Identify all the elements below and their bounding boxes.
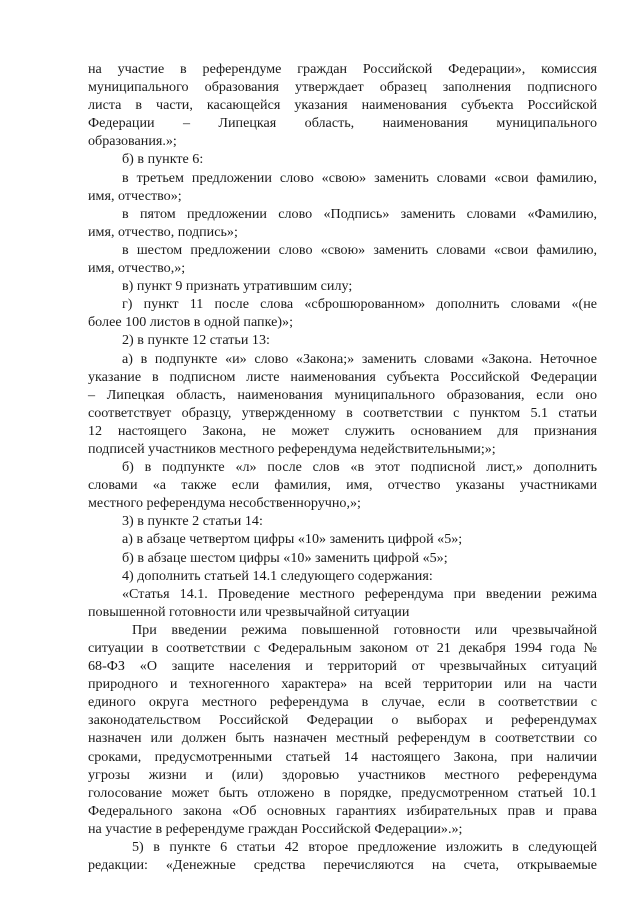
article-heading: повышенной готовности или чрезвычайной ситуации [88, 603, 410, 620]
text-line: а) в абзаце четвертом цифры «10» заменить цифрой «5»; [122, 531, 463, 548]
text-line: – Липецкая область, наименования муниципального образования, если оно [88, 386, 597, 403]
text-line: природного и техногенного характера» на всей территории или на части [88, 676, 597, 693]
text-line: листа в части, касающейся указания наименования субъекта Российской [88, 97, 597, 114]
text-line: а) в подпункте «и» слово «Закона;» заменить словами «Закона. Неточное [122, 350, 597, 367]
text-line: подписей участников местного референдума недействительными;»; [88, 440, 496, 457]
text-line: местного референдума несобственноручно,»; [88, 495, 361, 512]
text-line: угрозы жизни и (или) здоровью участников местного референдума [88, 766, 597, 783]
text-line: словами «а также если фамилия, имя, отчество указаны участниками [88, 477, 597, 494]
text-line: 4) дополнить статьей 14.1 следующего содержания: [122, 567, 433, 584]
text-line: г) пункт 11 после слова «сброшюрованном» дополнить словами «(не [122, 296, 597, 313]
text-line: При введении режима повышенной готовности или чрезвычайной [132, 621, 597, 638]
text-line: соответствует образцу, утвержденному в соответствии с пунктом 5.1 статьи [88, 404, 597, 421]
text-line: ситуации в соответствии с Федеральным законом от 21 декабря 1994 года № [88, 640, 597, 656]
text-line: в третьем предложении слово «свою» заменить словами «свои фамилию, [122, 169, 597, 186]
text-line: сроками, предусмотренными статьей 14 настоящего Закона, при наличии [88, 748, 597, 765]
text-line: б) в абзаце шестом цифры «10» заменить цифрой «5»; [122, 549, 448, 566]
text-line: имя, отчество»; [88, 187, 182, 204]
text-line: 12 настоящего Закона, не может служить основанием для признания [88, 422, 597, 439]
text-line: назначен или должен быть назначен местный референдум в соответствии со [88, 730, 597, 747]
text-line: Федерации – Липецкая область, наименования муниципального [88, 115, 597, 132]
text-line: на участие в референдуме граждан Российской Федерации», комиссия [88, 61, 597, 77]
text-line: муниципального образования утверждает образец заполнения подписного [88, 79, 597, 96]
text-line: единого округа местного референдума в случае, если в соответствии с [88, 694, 597, 711]
text-line: 3) в пункте 2 статьи 14: [122, 513, 263, 530]
text-line: редакции: «Денежные средства перечисляются на счета, открываемые [88, 857, 597, 874]
text-line: в) пункт 9 признать утратившим силу; [122, 278, 353, 295]
text-line: 2) в пункте 12 статьи 13: [122, 332, 270, 349]
document-body [88, 60, 597, 874]
text-line: более 100 листов в одной папке)»; [88, 314, 293, 331]
text-line: в шестом предложении слово «свою» заменить словами «свои фамилию, [122, 241, 597, 258]
text-line: законодательством Российской Федерации о выборах и референдумах [88, 712, 597, 729]
text-line: образования.»; [88, 133, 177, 150]
text-line: указание в подписном листе наименования субъекта Российской Федерации [88, 368, 597, 385]
text-line: имя, отчество, подпись»; [88, 223, 238, 240]
text-line: 68-ФЗ «О защите населения и территорий от чрезвычайных ситуаций [88, 658, 597, 675]
article-heading: «Статья 14.1. Проведение местного референдума при введении режима [122, 585, 597, 602]
text-line: 5) в пункте 6 статьи 42 второе предложение изложить в следующей [132, 839, 597, 856]
text-line: б) в подпункте «л» после слов «в этот подписной лист,» дополнить [122, 459, 597, 476]
text-line: голосование может быть отложено в порядке, предусмотренном статьей 10.1 [88, 784, 597, 801]
text-line: Федерального закона «Об основных гарантиях избирательных прав и права [88, 802, 597, 819]
text-line: имя, отчество,»; [88, 260, 186, 277]
text-line: на участие в референдуме граждан Российской Федерации».»; [88, 820, 463, 837]
text-line: б) в пункте 6: [122, 151, 204, 168]
text-line: в пятом предложении слово «Подпись» заменить словами «Фамилию, [122, 205, 597, 222]
